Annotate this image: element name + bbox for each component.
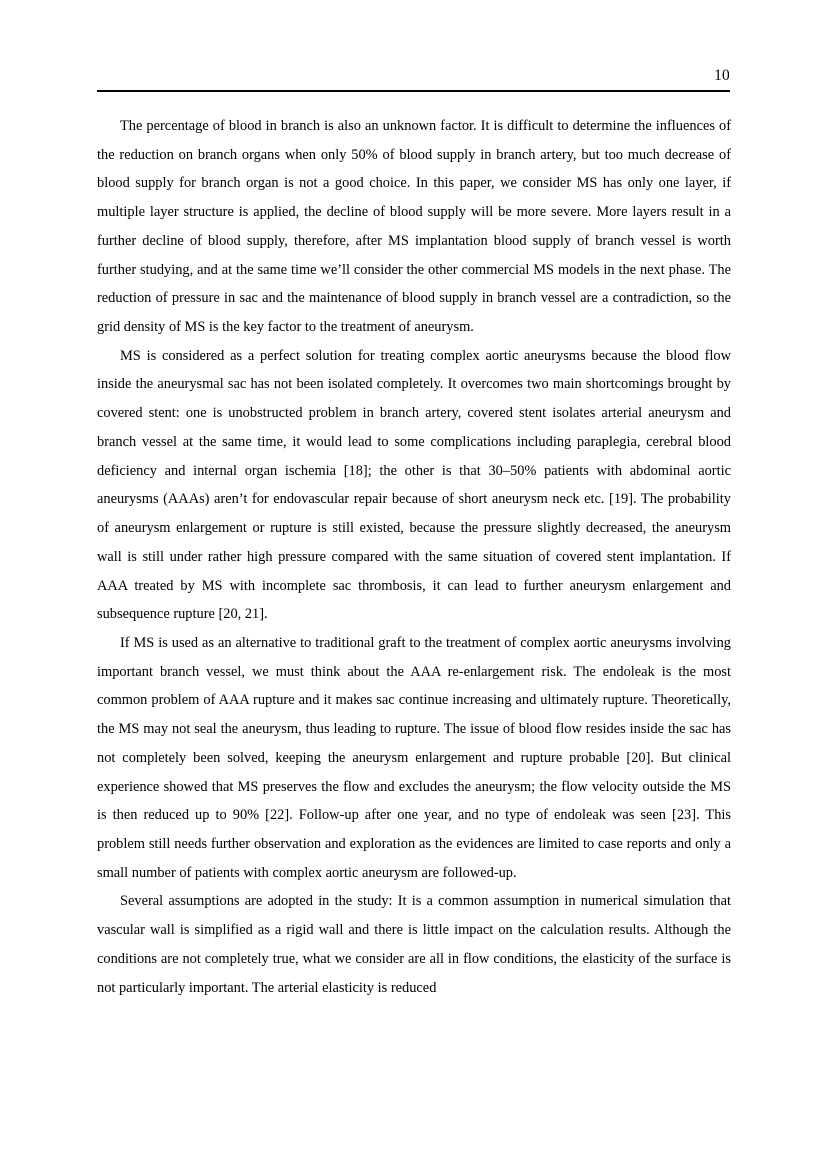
page-number: 10 xyxy=(714,67,730,84)
paragraph: If MS is used as an alternative to traditional graft to the treatment of complex aortic aneurysms involving important branch vessel, we must think about the AAA re-enlargement risk. The endoleak is the most common problem of AAA rupture and it makes sac continue increasing and ultimately rupture. Theoretically, the MS may not seal the aneurysm, thus leading to rupture. The issue of blood flow resides inside the sac has not completely been solved, keeping the aneurysm enlargement and rupture probable [20]. But clinical experience showed that MS preserves the flow and excludes the aneurysm; the flow velocity outside the MS is then reduced up to 90% [22]. Follow-up after one year, and no type of endoleak was seen [23]. This problem still needs further observation and exploration as the evidences are limited to case reports and only a small number of patients with complex aortic aneurysm are followed-up. xyxy=(97,634,731,881)
body-text xyxy=(97,112,731,1002)
paragraph: The percentage of blood in branch is also an unknown factor. It is difficult to determine the influences of the reduction on branch organs when only 50% of blood supply in branch artery, but too much decrease of blood supply for branch organ is not a good choice. In this paper, we consider MS has only one layer, if multiple layer structure is applied, the decline of blood supply will be more severe. More layers result in a further decline of blood supply, therefore, after MS implantation blood supply of branch vessel is worth further studying, and at the same time we’ll consider the other commercial MS models in the next phase. The reduction of pressure in sac and the maintenance of blood supply in branch vessel are a contradiction, so the grid density of MS is the key factor to the treatment of aneurysm. xyxy=(97,118,731,336)
page-header xyxy=(97,66,730,92)
paragraph: MS is considered as a perfect solution for treating complex aortic aneurysms because the blood flow inside the aneurysmal sac has not been isolated completely. It overcomes two main shortcomings brought by covered stent: one is unobstructed problem in branch artery, covered stent isolates arterial aneurysm and branch vessel at the same time, it would lead to some complications including paraplegia, cerebral blood deficiency and internal organ ischemia [18]; the other is that 30–50% patients with abdominal aortic aneurysms (AAAs) aren’t for endovascular repair because of short aneurysm neck etc. [19]. The probability of aneurysm enlargement or rupture is still existed, because the pressure slightly decreased, the aneurysm wall is still under rather high pressure compared with the same situation of covered stent implantation. If AAA treated by MS with incomplete sac thrombosis, it can lead to further aneurysm enlargement and subsequence rupture [20, 21]. xyxy=(97,347,731,623)
paragraph: Several assumptions are adopted in the study: It is a common assumption in numerical simulation that vascular wall is simplified as a rigid wall and there is little impact on the calculation results. Although the conditions are not completely true, what we consider are all in flow conditions, the elasticity of the surface is not particularly important. The arterial elasticity is reduced xyxy=(97,893,731,996)
header-rule xyxy=(97,90,730,92)
